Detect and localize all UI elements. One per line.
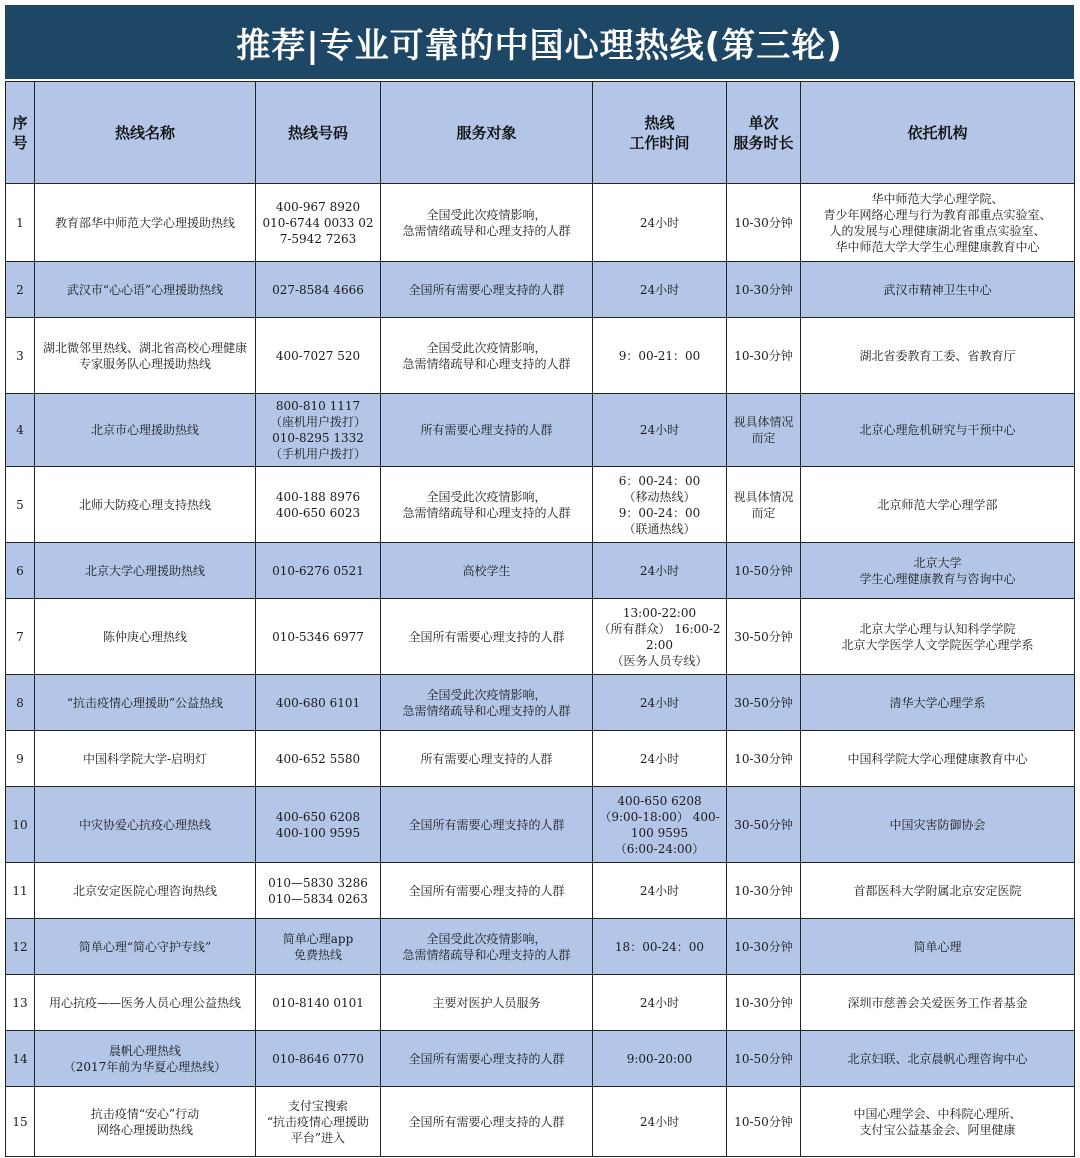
cell-org: 北京师范大学心理学部: [801, 467, 1075, 543]
cell-name: 教育部华中师范大学心理援助热线: [35, 184, 256, 262]
cell-name: 晨帆心理热线 （2017年前为华夏心理热线）: [35, 1031, 256, 1087]
cell-name: 抗击疫情“安心”行动 网络心理援助热线: [35, 1087, 256, 1157]
column-header-no: 序 号: [6, 82, 35, 184]
cell-org: 首都医科大学附属北京安定医院: [801, 863, 1075, 919]
cell-no: 11: [6, 863, 35, 919]
cell-no: 1: [6, 184, 35, 262]
cell-target: 高校学生: [381, 543, 593, 599]
cell-target: 所有需要心理支持的人群: [381, 731, 593, 787]
cell-org: 中国心理学会、中科院心理所、 支付宝公益基金会、阿里健康: [801, 1087, 1075, 1157]
cell-hours: 9：00-21：00: [593, 318, 727, 394]
table-row: [6, 599, 1075, 675]
cell-phone: 400-652 5580: [256, 731, 381, 787]
cell-duration: 10-30分钟: [727, 863, 801, 919]
cell-hours: 24小时: [593, 731, 727, 787]
column-header-phone: 热线号码: [256, 82, 381, 184]
table-row: [6, 975, 1075, 1031]
cell-name: 简单心理“简心守护专线”: [35, 919, 256, 975]
cell-phone: 400-650 6208 400-100 9595: [256, 787, 381, 863]
cell-org: 深圳市慈善会关爱医务工作者基金: [801, 975, 1075, 1031]
cell-hours: 9:00-20:00: [593, 1031, 727, 1087]
cell-name: 用心抗疫——医务人员心理公益热线: [35, 975, 256, 1031]
cell-phone: 800-810 1117 （座机用户拨打） 010-8295 1332 （手机用户拨打）: [256, 394, 381, 467]
cell-phone: 010—5830 3286 010—5834 0263: [256, 863, 381, 919]
cell-no: 14: [6, 1031, 35, 1087]
cell-hours: 24小时: [593, 1087, 727, 1157]
cell-duration: 视具体情况 而定: [727, 467, 801, 543]
cell-target: 全国所有需要心理支持的人群: [381, 787, 593, 863]
cell-target: 全国所有需要心理支持的人群: [381, 599, 593, 675]
cell-org: 中国灾害防御协会: [801, 787, 1075, 863]
column-header-duration: 单次 服务时长: [727, 82, 801, 184]
cell-duration: 10-30分钟: [727, 731, 801, 787]
cell-target: 主要对医护人员服务: [381, 975, 593, 1031]
column-header-name: 热线名称: [35, 82, 256, 184]
cell-target: 全国所有需要心理支持的人群: [381, 1087, 593, 1157]
cell-target: 所有需要心理支持的人群: [381, 394, 593, 467]
cell-target: 全国受此次疫情影响， 急需情绪疏导和心理支持的人群: [381, 318, 593, 394]
cell-no: 2: [6, 262, 35, 318]
cell-duration: 10-30分钟: [727, 975, 801, 1031]
cell-no: 6: [6, 543, 35, 599]
cell-phone: 400-967 8920 010-6744 0033 027-5942 7263: [256, 184, 381, 262]
cell-hours: 13:00-22:00 （所有群众） 16:00-22:00 （医务人员专线）: [593, 599, 727, 675]
cell-hours: 24小时: [593, 675, 727, 731]
cell-org: 简单心理: [801, 919, 1075, 975]
hotline-table: [5, 81, 1075, 1157]
cell-duration: 30-50分钟: [727, 675, 801, 731]
cell-duration: 10-50分钟: [727, 1087, 801, 1157]
table-row: [6, 184, 1075, 262]
cell-org: 清华大学心理学系: [801, 675, 1075, 731]
cell-no: 5: [6, 467, 35, 543]
cell-org: 北京大学 学生心理健康教育与咨询中心: [801, 543, 1075, 599]
cell-target: 全国所有需要心理支持的人群: [381, 262, 593, 318]
cell-phone: 400-680 6101: [256, 675, 381, 731]
cell-org: 中国科学院大学心理健康教育中心: [801, 731, 1075, 787]
cell-org: 北京心理危机研究与干预中心: [801, 394, 1075, 467]
cell-name: 陈仲庚心理热线: [35, 599, 256, 675]
cell-name: 北京大学心理援助热线: [35, 543, 256, 599]
cell-phone: 支付宝搜索 “抗击疫情心理援助 平台”进入: [256, 1087, 381, 1157]
cell-no: 4: [6, 394, 35, 467]
table-header-row: [6, 82, 1075, 184]
cell-duration: 30-50分钟: [727, 787, 801, 863]
cell-name: 北师大防疫心理支持热线: [35, 467, 256, 543]
column-header-org: 依托机构: [801, 82, 1075, 184]
table-row: [6, 787, 1075, 863]
cell-phone: 027-8584 4666: [256, 262, 381, 318]
cell-phone: 简单心理app 免费热线: [256, 919, 381, 975]
cell-name: 中国科学院大学-启明灯: [35, 731, 256, 787]
cell-phone: 400-188 8976 400-650 6023: [256, 467, 381, 543]
cell-no: 10: [6, 787, 35, 863]
cell-hours: 400-650 6208 （9:00-18:00） 400-100 9595 （6:00-24:00）: [593, 787, 727, 863]
cell-org: 华中师范大学心理学院、 青少年网络心理与行为教育部重点实验室、 人的发展与心理健康湖北省重点实验室、 华中师范大学大学生心理健康教育中心: [801, 184, 1075, 262]
cell-target: 全国受此次疫情影响， 急需情绪疏导和心理支持的人群: [381, 184, 593, 262]
cell-hours: 24小时: [593, 394, 727, 467]
cell-duration: 10-30分钟: [727, 184, 801, 262]
cell-no: 8: [6, 675, 35, 731]
cell-duration: 10-30分钟: [727, 262, 801, 318]
table-row: [6, 863, 1075, 919]
cell-org: 北京大学心理与认知科学学院 北京大学医学人文学院医学心理学系: [801, 599, 1075, 675]
cell-duration: 10-50分钟: [727, 1031, 801, 1087]
cell-hours: 24小时: [593, 184, 727, 262]
cell-phone: 400-7027 520: [256, 318, 381, 394]
cell-no: 7: [6, 599, 35, 675]
cell-no: 15: [6, 1087, 35, 1157]
cell-hours: 24小时: [593, 262, 727, 318]
cell-target: 全国所有需要心理支持的人群: [381, 1031, 593, 1087]
table-row: [6, 467, 1075, 543]
cell-hours: 24小时: [593, 543, 727, 599]
cell-target: 全国受此次疫情影响， 急需情绪疏导和心理支持的人群: [381, 919, 593, 975]
cell-hours: 24小时: [593, 975, 727, 1031]
cell-no: 12: [6, 919, 35, 975]
table-row: [6, 543, 1075, 599]
column-header-target: 服务对象: [381, 82, 593, 184]
cell-org: 武汉市精神卫生中心: [801, 262, 1075, 318]
table-row: [6, 675, 1075, 731]
cell-phone: 010-5346 6977: [256, 599, 381, 675]
cell-target: 全国受此次疫情影响， 急需情绪疏导和心理支持的人群: [381, 675, 593, 731]
cell-no: 9: [6, 731, 35, 787]
cell-hours: 18：00-24：00: [593, 919, 727, 975]
table-row: [6, 394, 1075, 467]
cell-org: 北京妇联、北京晨帆心理咨询中心: [801, 1031, 1075, 1087]
table-row: [6, 919, 1075, 975]
cell-duration: 10-30分钟: [727, 919, 801, 975]
cell-duration: 30-50分钟: [727, 599, 801, 675]
cell-phone: 010-8646 0770: [256, 1031, 381, 1087]
cell-hours: 24小时: [593, 863, 727, 919]
cell-name: 北京安定医院心理咨询热线: [35, 863, 256, 919]
cell-duration: 10-50分钟: [727, 543, 801, 599]
cell-duration: 10-30分钟: [727, 318, 801, 394]
cell-name: 湖北微邻里热线、湖北省高校心理健康 专家服务队心理援助热线: [35, 318, 256, 394]
cell-hours: 6：00-24：00 （移动热线） 9：00-24：00 （联通热线）: [593, 467, 727, 543]
table-row: [6, 731, 1075, 787]
cell-name: 武汉市“心心语”心理援助热线: [35, 262, 256, 318]
column-header-hours: 热线 工作时间: [593, 82, 727, 184]
page-title: 推荐|专业可靠的中国心理热线(第三轮): [5, 5, 1074, 79]
cell-target: 全国所有需要心理支持的人群: [381, 863, 593, 919]
cell-target: 全国受此次疫情影响， 急需情绪疏导和心理支持的人群: [381, 467, 593, 543]
table-row: [6, 1031, 1075, 1087]
cell-no: 3: [6, 318, 35, 394]
cell-name: 中灾协爱心抗疫心理热线: [35, 787, 256, 863]
cell-phone: 010-8140 0101: [256, 975, 381, 1031]
cell-name: “抗击疫情心理援助”公益热线: [35, 675, 256, 731]
cell-name: 北京市心理援助热线: [35, 394, 256, 467]
table-row: [6, 1087, 1075, 1157]
table-row: [6, 318, 1075, 394]
table-row: [6, 262, 1075, 318]
cell-duration: 视具体情况 而定: [727, 394, 801, 467]
cell-no: 13: [6, 975, 35, 1031]
cell-phone: 010-6276 0521: [256, 543, 381, 599]
cell-org: 湖北省委教育工委、省教育厅: [801, 318, 1075, 394]
